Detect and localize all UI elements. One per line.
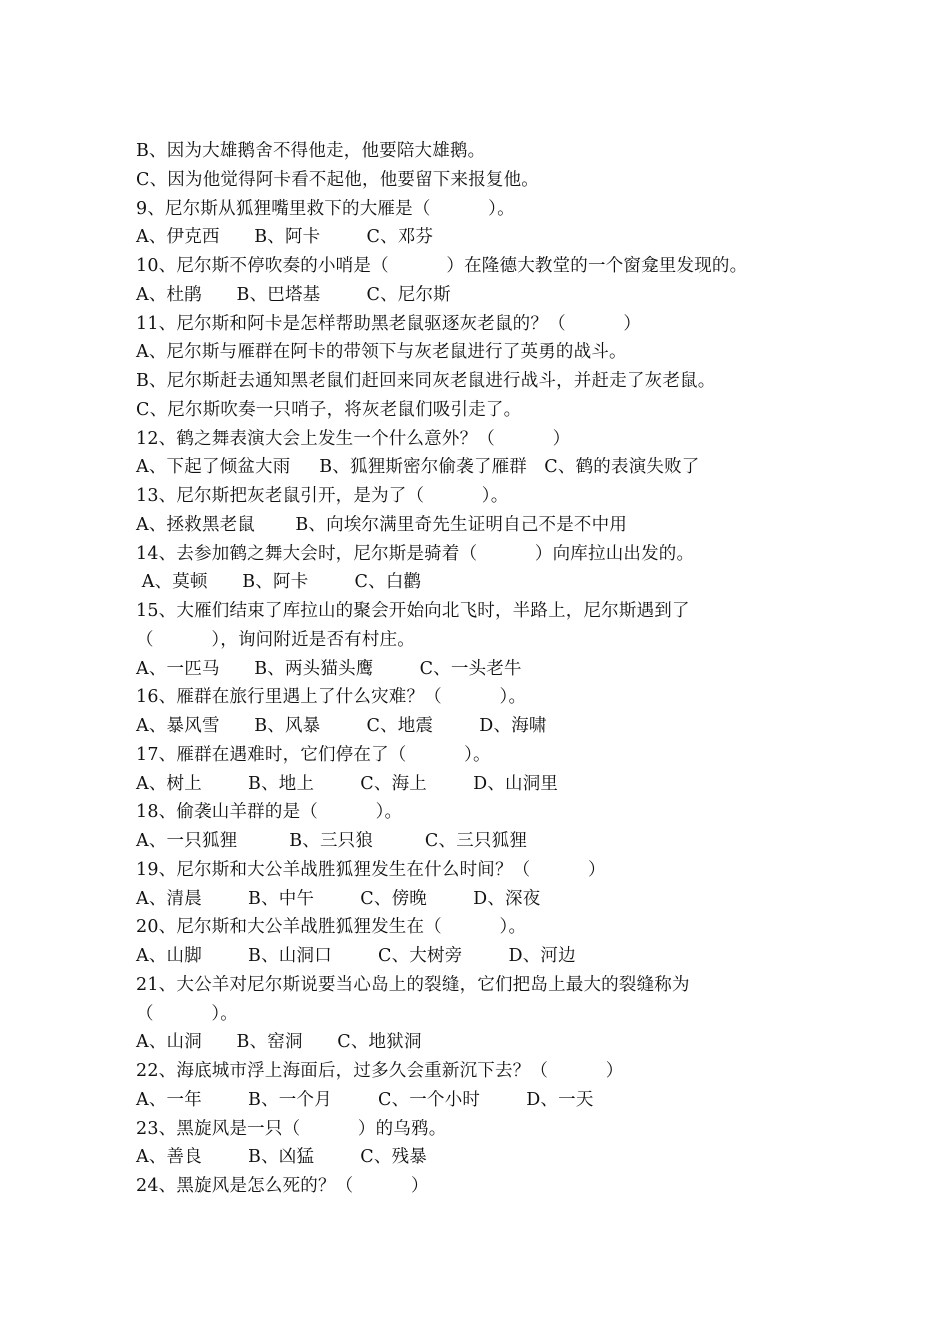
text-line: A、山洞 B、窑洞 C、地狱洞 [136, 1032, 422, 1053]
text-line: 17、雁群在遇难时，它们停在了（ ）。 [136, 744, 491, 765]
document-body [136, 137, 836, 1201]
text-line: A、一只狐狸 B、三只狼 C、三只狐狸 [136, 831, 528, 851]
text-line: A、清晨 B、中午 C、傍晚 D、深夜 [136, 888, 541, 909]
text-line: A、一年 B、一个月 C、一个小时 D、一天 [136, 1089, 594, 1110]
text-line: B、尼尔斯赶去通知黑老鼠们赶回来同灰老鼠进行战斗，并赶走了灰老鼠。 [136, 371, 716, 391]
text-line: A、一匹马 B、两头猫头鹰 C、一头老牛 [136, 658, 522, 679]
text-line: A、善良 B、凶猛 C、残暴 [136, 1147, 427, 1168]
text-line: 19、尼尔斯和大公羊战胜狐狸发生在什么时间？（ ） [136, 859, 606, 880]
text-line: （ ）。 [136, 1003, 238, 1024]
text-line: A、山脚 B、山洞口 C、大树旁 D、河边 [136, 946, 576, 966]
text-line: A、下起了倾盆大雨 B、狐狸斯密尔偷袭了雁群 C、鹤的表演失败了 [136, 457, 700, 478]
text-line: 10、尼尔斯不停吹奏的小哨是（ ）在隆德大教堂的一个窗龛里发现的。 [136, 256, 748, 276]
text-line: 21、大公羊对尼尔斯说要当心岛上的裂缝，它们把岛上最大的裂缝称为 [136, 974, 690, 995]
text-line: 14、去参加鹤之舞大会时，尼尔斯是骑着（ ）向库拉山出发的。 [136, 543, 695, 564]
text-line: A、杜鹃 B、巴塔基 C、尼尔斯 [136, 284, 451, 305]
text-line: 16、雁群在旅行里遇上了什么灾难？（ ）。 [136, 687, 527, 708]
text-line: A、拯救黑老鼠 B、向埃尔满里奇先生证明自己不是不中用 [136, 514, 628, 535]
text-line: A、伊克西 B、阿卡 C、邓芬 [136, 227, 434, 248]
text-line: 9、尼尔斯从狐狸嘴里救下的大雁是（ ）。 [136, 198, 515, 219]
text-line: 18、偷袭山羊群的是（ ）。 [136, 802, 403, 823]
text-line: C、尼尔斯吹奏一只哨子，将灰老鼠们吸引走了。 [136, 399, 522, 420]
text-line: A、莫顿 B、阿卡 C、白鹳 [136, 572, 422, 593]
text-line: 22、海底城市浮上海面后，过多久会重新沉下去？（ ） [136, 1061, 624, 1081]
text-line: A、树上 B、地上 C、海上 D、山洞里 [136, 773, 559, 794]
text-line: 24、黑旋风是怎么死的？（ ） [136, 1176, 429, 1196]
text-line: A、尼尔斯与雁群在阿卡的带领下与灰老鼠进行了英勇的战斗。 [136, 342, 627, 363]
text-line: A、暴风雪 B、风暴 C、地震 D、海啸 [136, 716, 547, 736]
text-line: 12、鹤之舞表演大会上发生一个什么意外？（ ） [136, 428, 571, 449]
text-line: 15、大雁们结束了库拉山的聚会开始向北飞时，半路上，尼尔斯遇到了 [136, 601, 690, 621]
text-line: 11、尼尔斯和阿卡是怎样帮助黑老鼠驱逐灰老鼠的？（ ） [136, 313, 642, 334]
text-line: 13、尼尔斯把灰老鼠引开，是为了（ ）。 [136, 486, 509, 506]
text-line: （ ），询问附近是否有村庄。 [136, 629, 415, 650]
text-line: B、因为大雄鹅舍不得他走，他要陪大雄鹅。 [136, 141, 486, 161]
text-line: 20、尼尔斯和大公羊战胜狐狸发生在（ ）。 [136, 917, 527, 938]
text-line: C、因为他觉得阿卡看不起他，他要留下来报复他。 [136, 169, 539, 190]
text-line: 23、黑旋风是一只（ ）的乌鸦。 [136, 1118, 447, 1139]
